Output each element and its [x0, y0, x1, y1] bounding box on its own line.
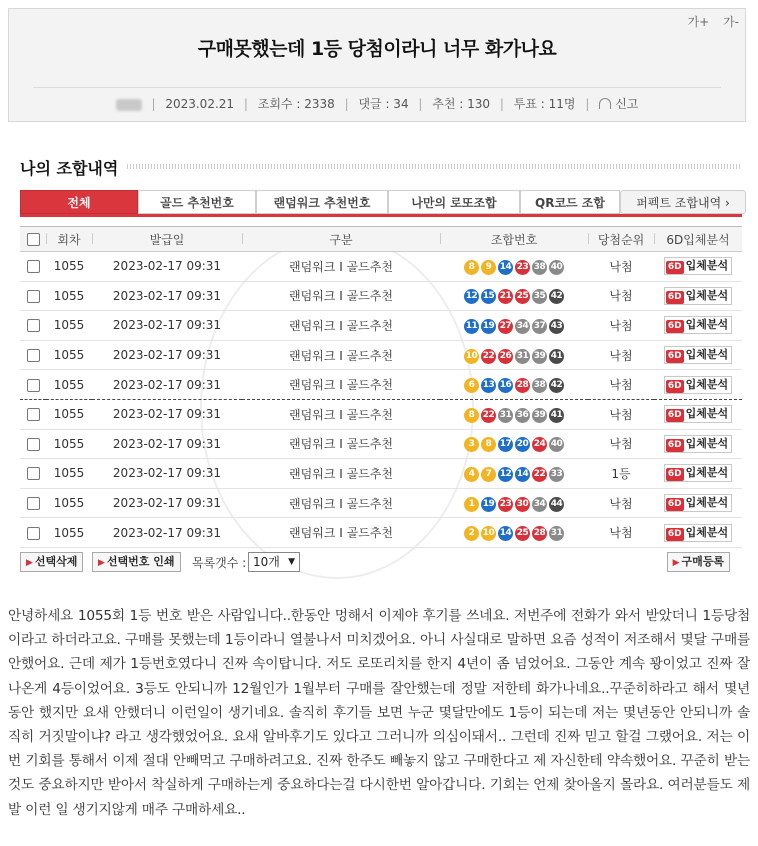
- row-analysis-cell: [654, 281, 742, 311]
- analysis-label: 입체분석: [685, 407, 729, 421]
- row-analysis-cell: [654, 459, 742, 489]
- lotto-ball: 28: [532, 526, 547, 541]
- lotto-ball: 26: [498, 349, 513, 364]
- analysis-label: 입체분석: [685, 348, 729, 362]
- table-row: [20, 370, 742, 400]
- row-type: 랜덤워크 I 골드추천: [242, 429, 440, 459]
- section-title: 나의 조합내역: [20, 159, 119, 178]
- lotto-ball: 41: [549, 408, 564, 423]
- report-label: 신고: [615, 97, 639, 111]
- analysis-label: 입체분석: [685, 288, 729, 302]
- lotto-ball: 23: [515, 260, 530, 275]
- select-all-checkbox[interactable]: [27, 233, 40, 246]
- table-header-row: [20, 227, 742, 252]
- row-date: 2023-02-17 09:31: [92, 340, 242, 370]
- row-round: 1055: [46, 311, 92, 341]
- row-numbers: [440, 399, 588, 429]
- post-date: 2023.02.21: [165, 97, 235, 111]
- row-rank: 낙첨: [588, 518, 654, 548]
- lotto-ball: 44: [549, 497, 564, 512]
- row-date: 2023-02-17 09:31: [92, 281, 242, 311]
- lotto-ball: 39: [532, 349, 547, 364]
- lotto-ball: 19: [481, 497, 496, 512]
- analysis-tag: 6D: [667, 351, 682, 362]
- analysis-label: 입체분석: [685, 496, 729, 510]
- row-date: 2023-02-17 09:31: [92, 252, 242, 282]
- lotto-ball: 9: [481, 260, 496, 275]
- row-select-cell[interactable]: [20, 311, 46, 341]
- recommend-count: 추천 : 130: [432, 97, 491, 111]
- row-round: 1055: [46, 518, 92, 548]
- row-select-cell[interactable]: [20, 370, 46, 400]
- lotto-ball: 34: [532, 497, 547, 512]
- lotto-ball: 16: [498, 378, 513, 393]
- lotto-ball: 23: [498, 497, 513, 512]
- row-checkbox[interactable]: [27, 438, 40, 451]
- lotto-ball: 35: [532, 289, 547, 304]
- analysis-button[interactable]: [664, 405, 732, 423]
- lotto-ball: 34: [515, 319, 530, 334]
- analysis-tag: 6D: [667, 380, 682, 391]
- row-numbers: [440, 518, 588, 548]
- analysis-button[interactable]: [664, 435, 732, 453]
- lotto-ball: 7: [481, 467, 496, 482]
- lotto-ball: 1: [464, 497, 479, 512]
- lotto-ball: 12: [464, 289, 479, 304]
- lotto-ball: 6: [464, 378, 479, 393]
- analysis-button[interactable]: [664, 494, 732, 512]
- row-type: 랜덤워크 I 골드추천: [242, 281, 440, 311]
- lotto-ball: 3: [464, 437, 479, 452]
- table-row: [20, 281, 742, 311]
- lotto-ball: 43: [549, 319, 564, 334]
- row-select-cell[interactable]: [20, 429, 46, 459]
- print-selected-button[interactable]: ▶ 선택번호 인쇄: [92, 552, 181, 572]
- lotto-ball: 20: [515, 437, 530, 452]
- analysis-tag: 6D: [667, 291, 682, 302]
- row-rank: 1등: [588, 459, 654, 489]
- lotto-ball: 42: [549, 378, 564, 393]
- row-date: 2023-02-17 09:31: [92, 488, 242, 518]
- font-size-controls: [678, 13, 739, 30]
- row-type: 랜덤워크 I 골드추천: [242, 370, 440, 400]
- header-rank: 당첨순위: [588, 227, 654, 252]
- row-analysis-cell: [654, 399, 742, 429]
- row-type: 랜덤워크 I 골드추천: [242, 518, 440, 548]
- row-select-cell[interactable]: [20, 488, 46, 518]
- row-round: 1055: [46, 281, 92, 311]
- row-checkbox[interactable]: [27, 290, 40, 303]
- lotto-ball: 10: [464, 349, 479, 364]
- row-analysis-cell: [654, 429, 742, 459]
- row-date: 2023-02-17 09:31: [92, 518, 242, 548]
- tab-randomwalk[interactable]: 랜덤워크 추천번호: [256, 190, 388, 214]
- row-analysis-cell: [654, 311, 742, 341]
- lotto-ball: 41: [549, 349, 564, 364]
- analysis-tag: 6D: [667, 528, 682, 539]
- lotto-ball: 17: [498, 437, 513, 452]
- header-date: 발급일: [92, 227, 242, 252]
- header-round: 회차: [46, 227, 92, 252]
- delete-selected-button[interactable]: ▶ 선택삭제: [20, 552, 83, 572]
- lotto-ball: 30: [515, 497, 530, 512]
- analysis-button[interactable]: [664, 257, 732, 275]
- table-row: [20, 518, 742, 548]
- comment-count: 댓글 : 34: [358, 97, 409, 111]
- lotto-ball: 11: [464, 319, 479, 334]
- row-rank: 낙첨: [588, 399, 654, 429]
- row-numbers: [440, 311, 588, 341]
- tab-gold[interactable]: 골드 추천번호: [138, 190, 256, 214]
- row-select-cell[interactable]: [20, 340, 46, 370]
- post-meta: | 2023.02.21 | 조회수 : 2338 | 댓글 : 34 | 추천 : 130 | 투표 : 11명 | 신고: [9, 95, 745, 112]
- row-analysis-cell: [654, 518, 742, 548]
- lotto-ball: 40: [549, 260, 564, 275]
- row-rank: 낙첨: [588, 281, 654, 311]
- analysis-tag: 6D: [667, 499, 682, 510]
- table-row: [20, 311, 742, 341]
- lotto-ball: 14: [498, 526, 513, 541]
- lotto-ball: 38: [532, 260, 547, 275]
- row-numbers: [440, 459, 588, 489]
- row-select-cell[interactable]: [20, 399, 46, 429]
- row-round: 1055: [46, 488, 92, 518]
- row-checkbox[interactable]: [27, 497, 40, 510]
- row-numbers: [440, 340, 588, 370]
- analysis-label: 입체분석: [685, 377, 729, 391]
- row-type: 랜덤워크 I 골드추천: [242, 459, 440, 489]
- row-rank: 낙첨: [588, 252, 654, 282]
- analysis-button[interactable]: [664, 464, 732, 482]
- row-date: 2023-02-17 09:31: [92, 370, 242, 400]
- tab-qr[interactable]: QR코드 조합: [520, 190, 620, 214]
- lotto-ball: 31: [498, 408, 513, 423]
- lotto-ball: 14: [515, 467, 530, 482]
- lotto-ball: 31: [549, 526, 564, 541]
- lotto-ball: 33: [549, 467, 564, 482]
- row-checkbox[interactable]: [27, 379, 40, 392]
- register-purchase-button[interactable]: ▶ 구매등록: [667, 552, 730, 572]
- row-rank: 낙첨: [588, 488, 654, 518]
- analysis-label: 입체분석: [685, 466, 729, 480]
- header-type: 구분: [242, 227, 440, 252]
- row-analysis-cell: [654, 340, 742, 370]
- row-checkbox[interactable]: [27, 260, 40, 273]
- row-analysis-cell: [654, 252, 742, 282]
- row-analysis-cell: [654, 488, 742, 518]
- analysis-tag: 6D: [667, 469, 682, 480]
- lotto-ball: 39: [532, 408, 547, 423]
- row-select-cell[interactable]: [20, 252, 46, 282]
- lotto-ball: 42: [549, 289, 564, 304]
- row-checkbox[interactable]: [27, 467, 40, 480]
- lotto-ball: 28: [515, 378, 530, 393]
- analysis-button[interactable]: [664, 287, 732, 305]
- font-larger-button[interactable]: 가+: [687, 15, 710, 29]
- bell-icon: [599, 98, 611, 109]
- lotto-ball: 14: [498, 260, 513, 275]
- row-rank: 낙첨: [588, 311, 654, 341]
- row-round: 1055: [46, 370, 92, 400]
- row-type: 랜덤워크 I 골드추천: [242, 252, 440, 282]
- chevron-down-icon: ▼: [288, 557, 295, 567]
- table-row: [20, 340, 742, 370]
- lotto-ball: 15: [481, 289, 496, 304]
- lotto-ball: 37: [532, 319, 547, 334]
- view-count: 조회수 : 2338: [257, 97, 335, 111]
- analysis-tag: 6D: [667, 321, 682, 332]
- row-select-cell[interactable]: [20, 518, 46, 548]
- row-round: 1055: [46, 459, 92, 489]
- row-date: 2023-02-17 09:31: [92, 429, 242, 459]
- row-round: 1055: [46, 399, 92, 429]
- lotto-ball: 2: [464, 526, 479, 541]
- row-round: 1055: [46, 429, 92, 459]
- post-title: 구매못했는데 1등 당첨이라니 너무 화가나요: [197, 38, 557, 60]
- row-select-cell[interactable]: [20, 459, 46, 489]
- report-button[interactable]: [599, 97, 638, 111]
- lotto-ball: 40: [549, 437, 564, 452]
- lotto-ball: 27: [498, 319, 513, 334]
- row-select-cell[interactable]: [20, 281, 46, 311]
- post-body: 안녕하세요 1055회 1등 번호 받은 사람입니다..한동안 멍해서 이제야 후기를 쓰네요. 저번주에 전화가 와서 받았더니 1등당첨이라고 하더라고요. 구매를 못했는데 1등이라니 열불나서 미치겠어요. 아니 사실대로 말하면 요즘 성적이 저조해서 몇달 구매를 안했어요. 근데 제가 1등번호였다니 진짜 속이탑니다. 저도 로또리치를 한지 4년이 좀 넘었어요. 그동안 계속 꽝이었고 진짜 잘나온게 4등이었어요. 3등도 안되니까 12월인가 1월부터 구매를 잘안했는데 정말 저한테 화가나네요..꾸준히하라고 해서 몇년동안 했지만 요새 안했더니 이런일이 생기네요. 솔직히 후기들 보면 누군 몇달만에도 1등이 되는데 저는 몇년동안 안되니까 솔직히 거짓말이냐? 라고 생각했었어요. 요새 알바후기도 있다고 그러니까 의심이돼서.. 그런데 진짜 믿고 할걸 그랬어요. 저는 이번 기회를 통해서 이제 절대 안빼먹고 구매하려고요. 진짜 한주도 빼놓지 않고 구매한다고 제 자신한테 약속했어요. 꾸준히 받는것도 중요하지만 받아서 착실하게 구매하는게 중요하다는걸 다시한번 알아갑니다. 기회는 언제 찾아올지 몰라요. 여러분들도 제발 이런 일 생기지않게 매주 구매하세요..: [8, 608, 750, 818]
- row-rank: 낙첨: [588, 370, 654, 400]
- post-header: [8, 8, 746, 122]
- analysis-button[interactable]: [664, 316, 732, 334]
- lotto-ball: 22: [481, 408, 496, 423]
- row-checkbox[interactable]: [27, 527, 40, 540]
- table-row: [20, 399, 742, 429]
- lotto-ball: 24: [532, 437, 547, 452]
- row-round: 1055: [46, 252, 92, 282]
- select-all-header[interactable]: [20, 227, 46, 252]
- row-rank: 낙첨: [588, 429, 654, 459]
- lotto-ball: 21: [498, 289, 513, 304]
- analysis-button[interactable]: [664, 376, 732, 394]
- combo-table: [20, 226, 742, 548]
- lotto-ball: 22: [481, 349, 496, 364]
- count-label: 목록갯수 :: [192, 556, 247, 570]
- tab-all[interactable]: 전체: [20, 190, 138, 214]
- header-divider: [33, 87, 721, 88]
- analysis-label: 입체분석: [685, 318, 729, 332]
- row-type: 랜덤워크 I 골드추천: [242, 488, 440, 518]
- row-type: 랜덤워크 I 골드추천: [242, 340, 440, 370]
- row-checkbox[interactable]: [27, 349, 40, 362]
- row-checkbox[interactable]: [27, 319, 40, 332]
- table-controls: [20, 552, 742, 574]
- section-rule: [127, 164, 742, 169]
- tab-my-combo[interactable]: 나만의 로또조합: [388, 190, 520, 214]
- lotto-ball: 4: [464, 467, 479, 482]
- lotto-ball: 31: [515, 349, 530, 364]
- lotto-ball: 36: [515, 408, 530, 423]
- analysis-label: 입체분석: [685, 525, 729, 539]
- lotto-ball: 10: [481, 526, 496, 541]
- lotto-ball: 8: [464, 408, 479, 423]
- lotto-ball: 19: [481, 319, 496, 334]
- analysis-tag: 6D: [667, 439, 682, 450]
- table-row: [20, 459, 742, 489]
- header-analysis: 6D입체분석: [654, 227, 742, 252]
- analysis-button[interactable]: [664, 346, 732, 364]
- lotto-ball: 38: [532, 378, 547, 393]
- row-numbers: [440, 252, 588, 282]
- row-round: 1055: [46, 340, 92, 370]
- analysis-label: 입체분석: [685, 436, 729, 450]
- tab-underline: [20, 214, 742, 217]
- row-numbers: [440, 370, 588, 400]
- lotto-ball: 8: [481, 437, 496, 452]
- lotto-ball: 8: [464, 260, 479, 275]
- lotto-ball: 13: [481, 378, 496, 393]
- count-select[interactable]: 10개 ▼: [248, 552, 300, 572]
- row-type: 랜덤워크 I 골드추천: [242, 311, 440, 341]
- row-date: 2023-02-17 09:31: [92, 399, 242, 429]
- tab-perfect[interactable]: 퍼펙트 조합내역 ›: [620, 190, 746, 214]
- table-row: [20, 429, 742, 459]
- vote-count: 투표 : 11명: [513, 97, 576, 111]
- analysis-button[interactable]: [664, 524, 732, 542]
- row-type: 랜덤워크 I 골드추천: [242, 399, 440, 429]
- row-rank: 낙첨: [588, 340, 654, 370]
- lotto-ball: 12: [498, 467, 513, 482]
- table-row: [20, 488, 742, 518]
- row-numbers: [440, 281, 588, 311]
- lotto-ball: 25: [515, 289, 530, 304]
- row-numbers: [440, 429, 588, 459]
- row-date: 2023-02-17 09:31: [92, 459, 242, 489]
- row-numbers: [440, 488, 588, 518]
- analysis-tag: 6D: [667, 262, 682, 273]
- analysis-label: 입체분석: [685, 259, 729, 273]
- row-analysis-cell: [654, 370, 742, 400]
- row-date: 2023-02-17 09:31: [92, 311, 242, 341]
- table-row: [20, 252, 742, 282]
- lotto-ball: 22: [532, 467, 547, 482]
- tab-bar: [20, 190, 742, 216]
- lotto-ball: 25: [515, 526, 530, 541]
- header-numbers: 조합번호: [440, 227, 588, 252]
- row-checkbox[interactable]: [27, 408, 40, 421]
- author-name-blurred: [116, 99, 142, 111]
- analysis-tag: 6D: [667, 410, 682, 421]
- font-smaller-button[interactable]: 가-: [723, 15, 739, 29]
